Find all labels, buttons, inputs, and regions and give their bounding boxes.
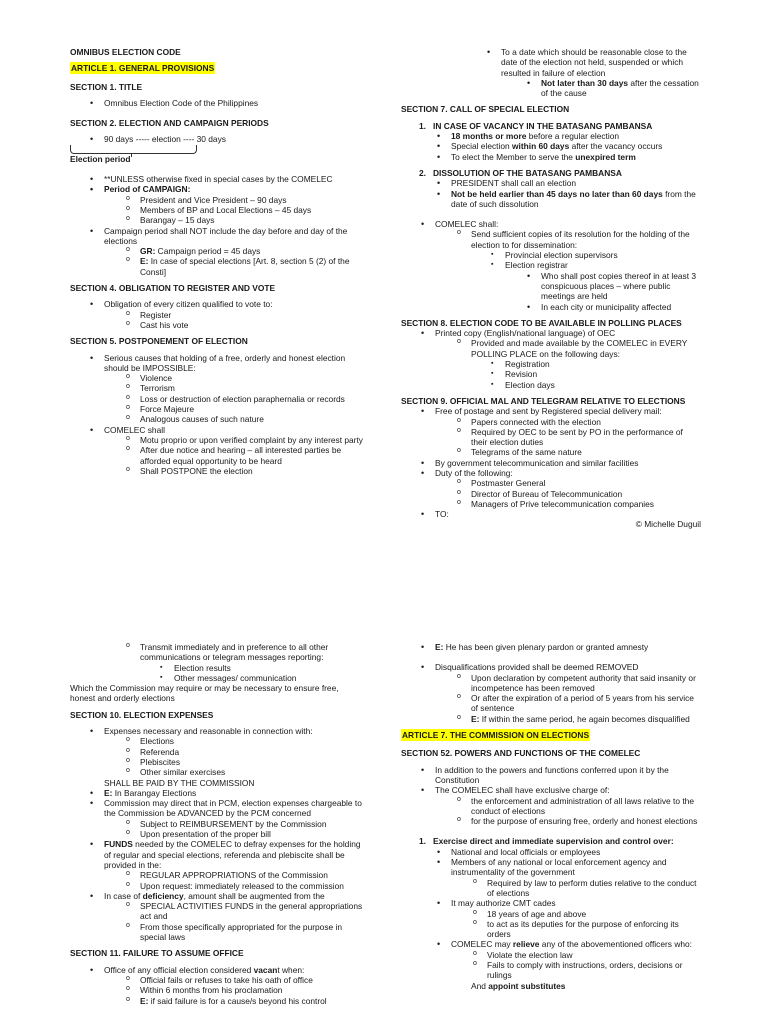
- list-item: o Upon declaration by competent authority that said insanity or incompetence has been removed: [457, 673, 701, 694]
- list-item: o Required by OEC to be sent by PO in the performance of their election duties: [457, 427, 701, 448]
- list-item: • To a date which should be reasonable close to the date of the election not held, suspended or which resulted in failure of election: [487, 47, 701, 78]
- list-item: • Commission may direct that in PCM, election expenses chargeable to the Commission be ADVANCED by the PCM concerned: [90, 798, 365, 819]
- section-2-heading: SECTION 2. ELECTION AND CAMPAIGN PERIODS: [70, 118, 269, 129]
- list-item: o Upon presentation of the proper bill: [126, 829, 365, 839]
- list-item: o the enforcement and administration of all laws relative to the conduct of elections: [457, 796, 701, 817]
- list-item: o Official fails or refuses to take his oath of office: [126, 975, 365, 985]
- list-item: • Obligation of every citizen qualified to vote to:: [90, 299, 365, 309]
- list-item: o E: if said failure is for a cause/s beyond his control: [126, 996, 365, 1006]
- intro-list: [401, 47, 701, 98]
- list-item: • Special election within 60 days after the vacancy occurs: [437, 141, 701, 151]
- numbered-item: 1. IN CASE OF VACANCY IN THE BATASANG PAMBANSA: [419, 121, 701, 131]
- list-item: • TO:: [421, 509, 701, 519]
- election-period-brace: [70, 145, 197, 154]
- list-item: o Other similar exercises: [126, 767, 365, 777]
- section-10-list-2: [70, 788, 365, 942]
- list-item: o Subject to REIMBURSEMENT by the Commission: [126, 819, 365, 829]
- list-item: o Managers of Prive telecommunication companies: [457, 499, 701, 509]
- list-item: • Free of postage and sent by Registered special delivery mail:: [421, 406, 701, 416]
- list-item: • Office of any official election considered vacant when:: [90, 965, 365, 975]
- list-item: ▪ Revision: [491, 369, 701, 379]
- list-item: • By government telecommunication and similar facilities: [421, 458, 701, 468]
- section-7-heading: SECTION 7. CALL OF SPECIAL ELECTION: [401, 104, 570, 115]
- pardon-list: [401, 642, 701, 652]
- list-item: o Members of BP and Local Elections – 45 days: [126, 205, 365, 215]
- list-item: • Campaign period shall NOT include the day before and day of the elections: [90, 226, 365, 247]
- section-1-list: [70, 98, 365, 108]
- section-8-heading: SECTION 8. ELECTION CODE TO BE AVAILABLE IN POLLING PLACES: [401, 317, 682, 328]
- document-title: OMNIBUS ELECTION CODE: [70, 47, 181, 57]
- numbered-item: 2. DISSOLUTION OF THE BATASANG PAMBANSA: [419, 168, 701, 178]
- top-left-column: [70, 47, 365, 476]
- list-item: • **UNLESS otherwise fixed in special cases by the COMELEC: [90, 174, 365, 184]
- list-item: o Loss or destruction of election paraphernalia or records: [126, 394, 365, 404]
- list-item: • COMELEC may relieve any of the abovementioned officers who:: [437, 939, 701, 949]
- list-item: o Or after the expiration of a period of 5 years from his service of sentence: [457, 693, 701, 714]
- list-item: o Telegrams of the same nature: [457, 447, 701, 457]
- list-item: • Disqualifications provided shall be deemed REMOVED: [421, 662, 701, 672]
- list-item: o Send sufficient copies of its resolution for the holding of the election to for dissemination:: [457, 229, 701, 250]
- list-item: o 18 years of age and above: [473, 909, 701, 919]
- list-item: • Period of CAMPAIGN:: [90, 184, 365, 194]
- list-item: o After due notice and hearing – all interested parties be afforded equal opportunity to be heard: [126, 445, 365, 466]
- section-10-heading: SECTION 10. ELECTION EXPENSES: [70, 709, 214, 720]
- section-9-list: [401, 406, 701, 519]
- timeline-text: • 90 days ----- election ---- 30 days: [90, 134, 365, 144]
- numbered-item: 1. Exercise direct and immediate supervision and control over:: [419, 836, 701, 846]
- list-item: o Register: [126, 310, 365, 320]
- list-item: • The COMELEC shall have exclusive charge of:: [421, 785, 701, 795]
- list-item: o Papers connected with the election: [457, 417, 701, 427]
- list-item: • Expenses necessary and reasonable in connection with:: [90, 726, 365, 736]
- list-item: • Omnibus Election Code of the Philippines: [90, 98, 365, 108]
- list-item: • FUNDS needed by the COMELEC to defray expenses for the holding of regular and special elections, referenda and plebiscite shall be provided in the:: [90, 839, 365, 870]
- section-10-list: [70, 726, 365, 777]
- section-8-list: [401, 328, 701, 390]
- top-right-column: [401, 47, 701, 530]
- list-item: • Members of any national or local enforcement agency and instrumentality of the government: [437, 857, 701, 878]
- bottom-right-column: [401, 642, 701, 991]
- list-item: ▪ Registration: [491, 359, 701, 369]
- list-item: o E: In case of special elections [Art. 8, section 5 (2) of the Consti]: [126, 256, 365, 277]
- transmit-list: [70, 642, 365, 683]
- list-item: • Not be held earlier than 45 days no later than 60 days from the date of such dissolution: [437, 189, 701, 210]
- list-item: • PRESIDENT shall call an election: [437, 178, 701, 188]
- author-signature: © Michelle Duguil: [635, 519, 701, 530]
- paid-by-commission: SHALL BE PAID BY THE COMMISSION: [104, 777, 255, 788]
- section-11-list: [70, 965, 365, 1006]
- section-7-comelec: [401, 219, 701, 312]
- list-item: • In case of deficiency, amount shall be augmented from the: [90, 891, 365, 901]
- list-item: • Duty of the following:: [421, 468, 701, 478]
- list-item: o Terrorism: [126, 383, 365, 393]
- list-item: o Within 6 months from his proclamation: [126, 985, 365, 995]
- list-item: o Violate the election law: [473, 950, 701, 960]
- list-item: o Elections: [126, 736, 365, 746]
- list-item: o GR: Campaign period = 45 days: [126, 246, 365, 256]
- article-1-heading: ARTICLE 1. GENERAL PROVISIONS: [71, 63, 215, 74]
- list-item: • E: In Barangay Elections: [90, 788, 365, 798]
- section-7-list: [401, 121, 701, 162]
- list-item: o Barangay – 15 days: [126, 215, 365, 225]
- list-item: o Cast his vote: [126, 320, 365, 330]
- list-item: o E: If within the same period, he again becomes disqualified: [457, 714, 701, 724]
- list-item: o Director of Bureau of Telecommunication: [457, 489, 701, 499]
- section-1-heading: SECTION 1. TITLE: [70, 81, 143, 92]
- list-item: ▪ Election days: [491, 380, 701, 390]
- section-4-list: [70, 299, 365, 330]
- list-item: o Provided and made available by the COMELEC in EVERY POLLING PLACE on the following days:: [457, 338, 701, 359]
- article-7-heading: ARTICLE 7. THE COMMISSION ON ELECTIONS: [402, 730, 590, 741]
- section-4-heading: SECTION 4. OBLIGATION TO REGISTER AND VOTE: [70, 283, 276, 294]
- list-item: o REGULAR APPROPRIATIONS of the Commission: [126, 870, 365, 880]
- list-item: • 18 months or more before a regular election: [437, 131, 701, 141]
- list-item: o Required by law to perform duties relative to the conduct of elections: [473, 878, 701, 899]
- list-item: o Violence: [126, 373, 365, 383]
- list-item: o From those specifically appropriated for the purpose in special laws: [126, 922, 365, 943]
- section-11-heading: SECTION 11. FAILURE TO ASSUME OFFICE: [70, 948, 244, 959]
- list-item: o Force Majeure: [126, 404, 365, 414]
- section-9-heading: SECTION 9. OFFICIAL MAL AND TELEGRAM RELATIVE TO ELECTIONS: [401, 395, 686, 406]
- list-item: ▪ Election registrar: [491, 260, 701, 270]
- appoint-substitutes: And appoint substitutes: [471, 980, 566, 991]
- list-item: ▪ Other messages/ communication: [160, 673, 365, 683]
- list-item: • In each city or municipality affected: [527, 302, 701, 312]
- list-item: o Transmit immediately and in preference to all other communications or telegram messages reporting:: [126, 642, 365, 663]
- list-item: o Plebiscites: [126, 757, 365, 767]
- list-item: o Referenda: [126, 747, 365, 757]
- list-item: • COMELEC shall: [90, 425, 365, 435]
- list-item: o President and Vice President – 90 days: [126, 195, 365, 205]
- list-item: • Not later than 30 days after the cessation of the cause: [527, 78, 701, 99]
- list-item: o Motu proprio or upon verified complaint by any interest party: [126, 435, 365, 445]
- list-item: • It may authorize CMT cades: [437, 898, 701, 908]
- section-52-list: [401, 765, 701, 827]
- list-item: • To elect the Member to serve the unexpired term: [437, 152, 701, 162]
- list-item: o SPECIAL ACTIVITIES FUNDS in the general appropriations act and: [126, 901, 365, 922]
- list-item: • COMELEC shall:: [421, 219, 701, 229]
- transmit-continuation: Which the Commission may require or may be necessary to ensure free, honest and orderly elections: [70, 683, 339, 704]
- list-item: • Serious causes that holding of a free, orderly and honest election should be IMPOSSIBLE:: [90, 353, 365, 374]
- election-period-label: Election period: [70, 153, 131, 164]
- list-item: • E: He has been given plenary pardon or granted amnesty: [421, 642, 701, 652]
- section-52-numbered: [401, 836, 701, 980]
- list-item: o Fails to comply with instructions, orders, decisions or rulings: [473, 960, 701, 981]
- section-2-list: [70, 174, 365, 277]
- list-item: • Who shall post copies thereof in at least 3 conspicuous places – where public meetings are held: [527, 271, 701, 302]
- disqualification-list: [401, 662, 701, 724]
- list-item: • In addition to the powers and functions conferred upon it by the Constitution: [421, 765, 701, 786]
- section-5-heading: SECTION 5. POSTPONEMENT OF ELECTION: [70, 336, 248, 347]
- section-2-timeline: [70, 134, 365, 144]
- list-item: ▪ Election results: [160, 663, 365, 673]
- list-item: • National and local officials or employees: [437, 847, 701, 857]
- section-52-heading: SECTION 52. POWERS AND FUNCTIONS OF THE COMELEC: [401, 748, 641, 759]
- list-item: o to act as its deputies for the purpose of enforcing its orders: [473, 919, 701, 940]
- bottom-left-column: [70, 642, 365, 1006]
- list-item: o for the purpose of ensuring free, orderly and honest elections: [457, 816, 701, 826]
- list-item: o Upon request: immediately released to the commission: [126, 881, 365, 891]
- list-item: • Printed copy (English/national language) of OEC: [421, 328, 701, 338]
- list-item: ▪ Provincial election supervisors: [491, 250, 701, 260]
- list-item: o Shall POSTPONE the election: [126, 466, 365, 476]
- list-item: o Analogous causes of such nature: [126, 414, 365, 424]
- section-7-list-2: [401, 168, 701, 209]
- list-item: o Postmaster General: [457, 478, 701, 488]
- section-5-list: [70, 353, 365, 477]
